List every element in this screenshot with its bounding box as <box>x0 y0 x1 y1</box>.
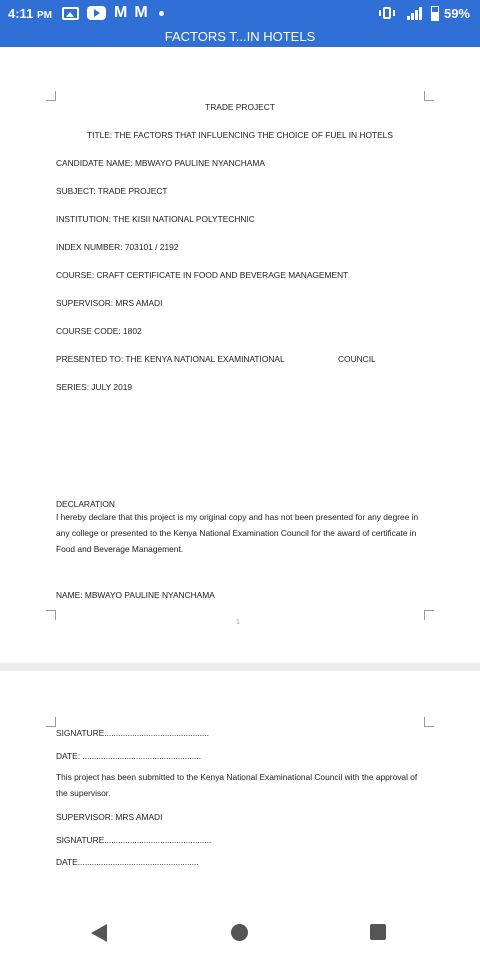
doc-course-code: COURSE CODE: 1802 <box>56 326 142 336</box>
battery-icon <box>431 6 439 21</box>
doc-candidate: CANDIDATE NAME: MBWAYO PAULINE NYANCHAMA <box>56 158 265 168</box>
vibrate-icon <box>379 7 395 19</box>
doc-institution: INSTITUTION: THE KISII NATIONAL POLYTECHNIC <box>56 214 255 224</box>
doc-date: DATE: ................................................... <box>56 751 202 761</box>
notification-dot-icon <box>159 11 164 16</box>
home-icon[interactable] <box>231 924 248 941</box>
system-icons <box>379 5 470 21</box>
back-icon[interactable] <box>91 924 107 942</box>
battery-percent: 59% <box>443 5 470 21</box>
page-corner-mark <box>46 717 56 727</box>
doc-heading: TRADE PROJECT <box>205 102 275 112</box>
status-time <box>8 6 52 21</box>
doc-signature-2: SIGNATURE.............................................. <box>56 835 212 845</box>
recents-icon[interactable] <box>370 924 386 940</box>
navigation-bar <box>0 900 480 960</box>
gmail-icon: M <box>134 4 147 21</box>
page-corner-mark <box>424 717 434 727</box>
doc-presented-to-tail: COUNCIL <box>338 354 376 364</box>
document-viewer[interactable] <box>0 47 480 900</box>
doc-supervisor: SUPERVISOR: MRS AMADI <box>56 298 163 308</box>
page-corner-mark <box>46 91 56 101</box>
signal-icon <box>401 6 425 20</box>
document-title-bar[interactable] <box>0 27 480 47</box>
page-corner-mark <box>46 610 56 620</box>
doc-supervisor-2: SUPERVISOR: MRS AMADI <box>56 812 163 822</box>
page-separator <box>0 663 480 671</box>
doc-date-2: DATE.................................................... <box>56 857 199 867</box>
doc-index-number: INDEX NUMBER: 703101 / 2192 <box>56 242 179 252</box>
doc-title: TITLE: THE FACTORS THAT INFLUENCING THE CHOICE OF FUEL IN HOTELS <box>87 130 393 140</box>
youtube-icon <box>87 6 106 20</box>
gmail-icon: M <box>114 4 127 21</box>
status-bar <box>0 0 480 27</box>
page-corner-mark <box>424 91 434 101</box>
status-time-value: 4:11 <box>8 6 34 21</box>
document-title: FACTORS T...IN HOTELS <box>164 29 316 44</box>
doc-declaration-text: I hereby declare that this project is my original copy and has not been presented for any degree in any college or presented to the Kenya National Examination Council for the award of certificate in Food and Beverage Management. <box>56 512 419 554</box>
doc-signature: SIGNATURE............................................. <box>56 728 209 738</box>
photo-icon <box>62 7 79 20</box>
status-time-ampm: PM <box>36 10 52 21</box>
doc-series: SERIES: JULY 2019 <box>56 382 133 392</box>
notification-icons <box>62 5 172 21</box>
page-number: 1 <box>236 619 240 626</box>
doc-course: COURSE: CRAFT CERTIFICATE IN FOOD AND BEVERAGE MANAGEMENT <box>56 270 349 280</box>
doc-declaration-heading: DECLARATION <box>56 499 115 509</box>
doc-presented-to: PRESENTED TO: THE KENYA NATIONAL EXAMINATIONAL <box>56 354 285 364</box>
page-corner-mark <box>424 610 434 620</box>
doc-submitted-text: This project has been submitted to the Kenya National Examinational Council with the approval of the supervisor. <box>56 772 418 798</box>
doc-subject: SUBJECT: TRADE PROJECT <box>56 186 168 196</box>
doc-name: NAME: MBWAYO PAULINE NYANCHAMA <box>56 590 215 600</box>
